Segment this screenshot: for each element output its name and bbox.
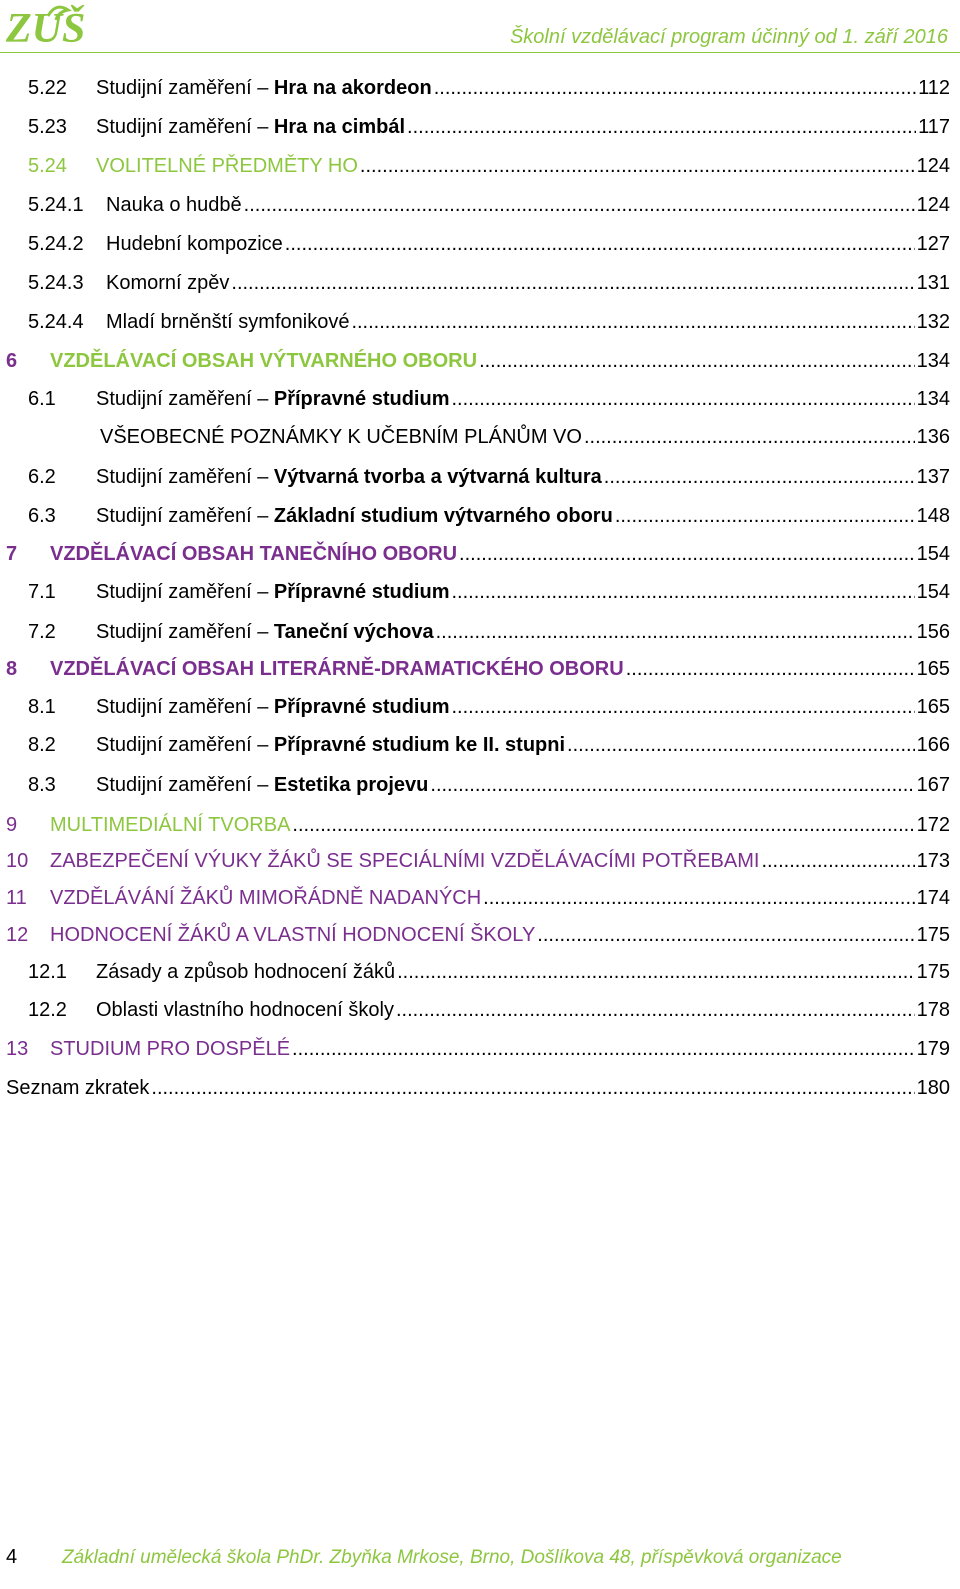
toc-entry[interactable] (0, 536, 960, 572)
toc-entry-title-text: VZDĚLÁVACÍ OBSAH LITERÁRNĚ-DRAMATICKÉHO OBORU (50, 657, 624, 680)
toc-entry[interactable] (0, 651, 960, 687)
toc-entry[interactable] (0, 187, 960, 223)
toc-entry-title (96, 696, 449, 719)
toc-leader-dots (459, 543, 915, 566)
toc-leader-dots (584, 426, 915, 449)
toc-entry-title (50, 924, 535, 947)
toc-entry-number: 7.1 (28, 580, 56, 603)
toc-entry-title (96, 774, 428, 797)
toc-entry-title (96, 621, 434, 644)
header-divider (0, 52, 960, 53)
toc-entry-page: 179 (916, 1037, 950, 1060)
toc-entry-number: 5.24.3 (28, 271, 84, 294)
school-logo (4, 2, 96, 48)
toc-entry[interactable] (0, 689, 960, 725)
toc-entry[interactable] (0, 304, 960, 340)
toc-entry-page: 148 (916, 504, 950, 527)
toc-entry-title-emphasis: Taneční výchova (273, 620, 434, 643)
toc-entry[interactable] (0, 498, 960, 534)
toc-entry-page: 124 (916, 154, 950, 177)
toc-entry-number: 9 (6, 813, 18, 836)
toc-entry-page: 134 (916, 349, 950, 372)
toc-entry-title-text: Hudební kompozice (106, 232, 283, 255)
toc-entry-title (96, 581, 449, 604)
toc-leader-dots (396, 999, 915, 1022)
toc-entry-page: 167 (916, 773, 950, 796)
toc-entry-number: 6.2 (28, 465, 56, 488)
toc-entry-title (96, 466, 602, 489)
toc-entry-page: 124 (916, 193, 950, 216)
toc-leader-dots (567, 734, 915, 757)
toc-entry-number: 13 (6, 1037, 29, 1060)
toc-entry-page: 127 (916, 232, 950, 255)
toc-entry-title-emphasis: Hra na akordeon (273, 76, 432, 99)
toc-entry-title-emphasis: Výtvarná tvorba a výtvarná kultura (273, 465, 602, 488)
toc-entry-title (96, 999, 394, 1022)
toc-entry-number: 5.24.1 (28, 193, 84, 216)
toc-entry-number: 6 (6, 349, 18, 372)
toc-entry-title (50, 887, 481, 910)
toc-entry-title (106, 233, 283, 256)
toc-entry-title-text: Studijní zaměření – (96, 620, 274, 643)
toc-leader-dots (451, 581, 914, 604)
page-footer (0, 1538, 960, 1578)
toc-entry-title (96, 734, 565, 757)
toc-entry-title-text: Studijní zaměření – (96, 733, 274, 756)
toc-entry-title (106, 272, 229, 295)
toc-entry[interactable] (0, 381, 960, 417)
toc-entry-page: 174 (916, 886, 950, 909)
toc-entry-title (96, 116, 405, 139)
toc-entry-number: 10 (6, 849, 29, 872)
toc-entry-page: 154 (916, 580, 950, 603)
toc-entry[interactable] (0, 148, 960, 184)
toc-entry-number: 11 (6, 886, 27, 909)
toc-entry-page: 132 (916, 310, 950, 333)
toc-entry-title-emphasis: Hra na cimbál (273, 115, 406, 138)
toc-entry-title-text: Studijní zaměření – (96, 580, 274, 603)
toc-leader-dots (351, 311, 914, 334)
toc-entry-title (96, 961, 395, 984)
toc-entry-number: 6.1 (28, 387, 56, 410)
toc-entry-title (96, 155, 358, 178)
toc-entry[interactable] (0, 70, 960, 106)
toc-entry-page: 172 (916, 813, 950, 836)
toc-entry-page: 154 (916, 542, 950, 565)
toc-entry-page: 173 (916, 849, 950, 872)
toc-entry-number: 5.22 (28, 76, 67, 99)
toc-entry-title-text: Mladí brněnští symfonikové (106, 310, 350, 333)
toc-entry[interactable] (0, 807, 960, 843)
toc-entry-page: 180 (916, 1076, 950, 1099)
toc-entry-title-text: HODNOCENÍ ŽÁKŮ A VLASTNÍ HODNOCENÍ ŠKOLY (50, 923, 536, 946)
toc-entry-title-text: Nauka o hudbě (106, 193, 242, 216)
toc-entry-title-text: VZDĚLÁVACÍ OBSAH VÝTVARNÉHO OBORU (50, 349, 478, 372)
toc-entry-number: 8 (6, 657, 18, 680)
toc-leader-dots (407, 116, 916, 139)
toc-leader-dots (537, 924, 914, 947)
toc-entry-title-emphasis: Přípravné studium (273, 695, 450, 718)
toc-entry-number: 5.24.4 (28, 310, 84, 333)
toc-entry-page: 112 (918, 76, 950, 99)
toc-entry-number: 6.3 (28, 504, 56, 527)
toc-entry[interactable] (0, 1031, 960, 1067)
toc-entry-number: 8.2 (28, 733, 56, 756)
toc-entry-page: 134 (916, 387, 950, 410)
toc-entry-number: 7 (6, 542, 18, 565)
toc-entry[interactable] (0, 574, 960, 610)
toc-entry[interactable] (0, 343, 960, 379)
toc-leader-dots (451, 388, 914, 411)
toc-entry-number: 5.23 (28, 115, 67, 138)
toc-entry-title (50, 543, 457, 566)
toc-leader-dots (285, 233, 915, 256)
toc-leader-dots (360, 155, 915, 178)
toc-entry-page: 178 (916, 998, 950, 1021)
toc-entry-number: 5.24.2 (28, 232, 84, 255)
toc-leader-dots (761, 850, 914, 873)
toc-entry[interactable] (0, 265, 960, 301)
toc-entry-title (6, 1077, 149, 1100)
toc-entry-title-text: MULTIMEDIÁLNÍ TVORBA (50, 813, 291, 836)
header-title: Školní vzdělávací program účinný od 1. září 2016 (509, 26, 948, 48)
toc-leader-dots (430, 774, 914, 797)
toc-entry[interactable] (0, 843, 960, 879)
toc-entry-number: 12 (6, 923, 29, 946)
toc-entry-number: 12.1 (28, 960, 67, 983)
toc-entry[interactable] (0, 614, 960, 650)
toc-entry-title (96, 388, 449, 411)
toc-entry-title (106, 311, 349, 334)
toc-leader-dots (615, 505, 915, 528)
toc-entry-title (50, 814, 290, 837)
toc-entry-title-text: Studijní zaměření – (96, 465, 274, 488)
toc-entry-title (100, 426, 582, 449)
toc-leader-dots (397, 961, 915, 984)
toc-entry-title-emphasis: Přípravné studium (273, 580, 450, 603)
toc-entry[interactable] (0, 1070, 960, 1106)
page-header (0, 0, 960, 54)
toc-entry-number: 5.24 (28, 154, 67, 177)
toc-entry-title (106, 194, 242, 217)
toc-entry-title-emphasis: Estetika projevu (273, 773, 429, 796)
toc-entry-title-text: Studijní zaměření – (96, 76, 274, 99)
toc-entry-title-emphasis: Přípravné studium ke II. stupni (273, 733, 566, 756)
toc-entry-title-text: Studijní zaměření – (96, 504, 274, 527)
toc-entry[interactable] (0, 727, 960, 763)
toc-leader-dots (231, 272, 914, 295)
toc-entry-title-text: Studijní zaměření – (96, 115, 274, 138)
toc-entry[interactable] (0, 992, 960, 1028)
toc-entry-title-text: VZDĚLÁVÁNÍ ŽÁKŮ MIMOŘÁDNĚ NADANÝCH (50, 886, 482, 909)
toc-entry-number: 8.3 (28, 773, 56, 796)
toc-entry-title (96, 77, 432, 100)
toc-entry[interactable] (0, 109, 960, 145)
toc-leader-dots (151, 1077, 914, 1100)
toc-entry[interactable] (0, 954, 960, 990)
toc-entry-title-emphasis: Přípravné studium (273, 387, 450, 410)
toc-entry-page: 175 (916, 923, 950, 946)
toc-entry-title-text: VOLITELNÉ PŘEDMĚTY HO (96, 154, 358, 177)
toc-entry-title (50, 850, 759, 873)
toc-entry-page: 117 (918, 115, 950, 138)
toc-entry-title-text: Komorní zpěv (106, 271, 230, 294)
page-number: 4 (6, 1546, 18, 1568)
toc-entry-title-text: Zásady a způsob hodnocení žáků (96, 960, 396, 983)
toc-entry[interactable] (0, 880, 960, 916)
toc-entry-number: 8.1 (28, 695, 56, 718)
toc-entry-title-text: Studijní zaměření – (96, 695, 274, 718)
toc-entry-title-text: ZABEZPEČENÍ VÝUKY ŽÁKŮ SE SPECIÁLNÍMI VZDĚLÁVACÍMI POTŘEBAMI (50, 849, 760, 872)
toc-entry-page: 175 (916, 960, 950, 983)
toc-entry-page: 131 (916, 271, 950, 294)
toc-entry-page: 136 (916, 425, 950, 448)
toc-entry-page: 156 (916, 620, 950, 643)
toc-entry[interactable] (0, 226, 960, 262)
toc-entry-title-text: STUDIUM PRO DOSPĚLÉ (50, 1037, 291, 1060)
toc-entry-title (50, 350, 477, 373)
toc-leader-dots (483, 887, 914, 910)
toc-entry-number: 12.2 (28, 998, 67, 1021)
toc-entry-title-text: VZDĚLÁVACÍ OBSAH TANEČNÍHO OBORU (50, 542, 458, 565)
toc-entry[interactable] (0, 917, 960, 953)
toc-leader-dots (451, 696, 914, 719)
toc-entry-page: 165 (916, 657, 950, 680)
toc-entry-title-text: Seznam zkratek (6, 1076, 150, 1099)
toc-leader-dots (604, 466, 915, 489)
toc-leader-dots (626, 658, 915, 681)
toc-entry-number: 7.2 (28, 620, 56, 643)
toc-entry-page: 166 (916, 733, 950, 756)
toc-leader-dots (292, 814, 914, 837)
toc-entry-page: 165 (916, 695, 950, 718)
toc-entry-title (50, 658, 624, 681)
toc-entry-title (50, 1038, 290, 1061)
toc-entry[interactable] (0, 767, 960, 803)
toc-entry-title-emphasis: Základní studium výtvarného oboru (273, 504, 613, 527)
footer-text: Základní umělecká škola PhDr. Zbyňka Mrkose, Brno, Došlíkova 48, příspěvková organizace (62, 1547, 842, 1568)
toc-entry-title (96, 505, 613, 528)
toc-leader-dots (436, 621, 915, 644)
toc-entry[interactable] (0, 459, 960, 495)
toc-entry[interactable] (0, 419, 960, 455)
toc-leader-dots (479, 350, 915, 373)
svg-text:ZUŠ: ZUŠ (6, 6, 86, 48)
toc-entry-title-text: Studijní zaměření – (96, 773, 274, 796)
toc-leader-dots (434, 77, 916, 100)
toc-leader-dots (244, 194, 915, 217)
toc-leader-dots (292, 1038, 915, 1061)
toc-entry-title-text: Studijní zaměření – (96, 387, 274, 410)
toc-entry-page: 137 (916, 465, 950, 488)
toc-entry-title-text: Oblasti vlastního hodnocení školy (96, 998, 394, 1021)
toc-entry-title-text: VŠEOBECNÉ POZNÁMKY K UČEBNÍM PLÁNŮM VO (100, 425, 582, 448)
